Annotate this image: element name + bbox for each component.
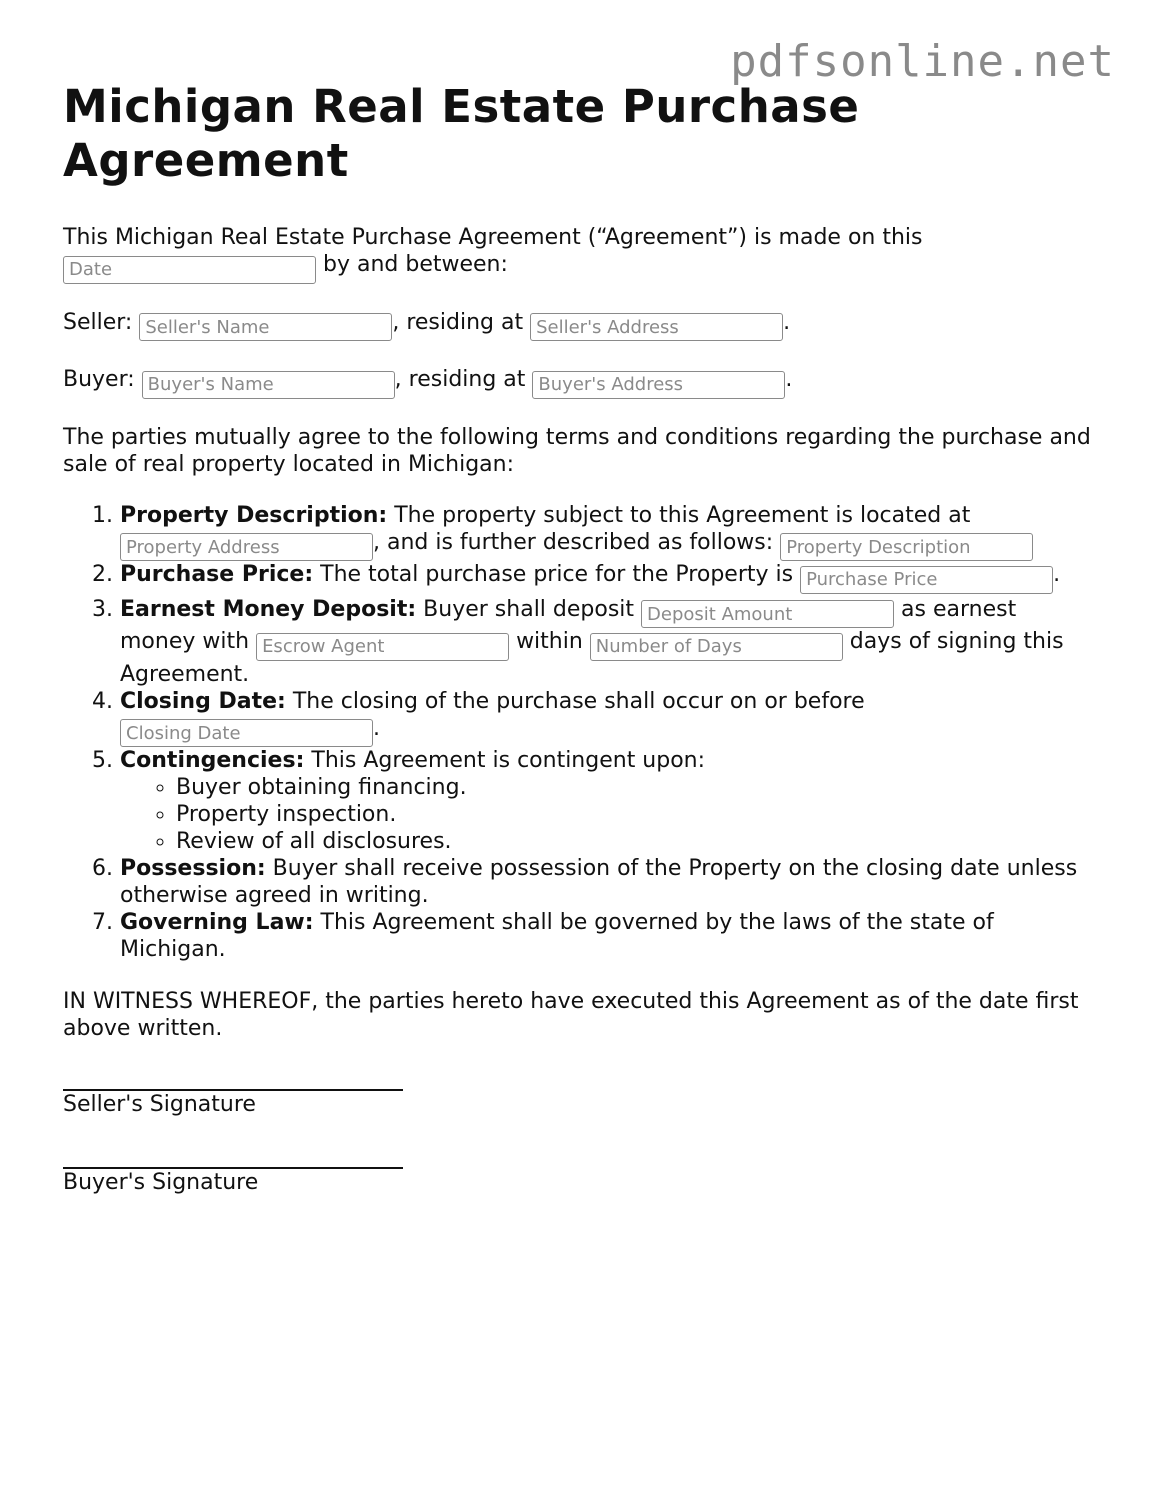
term-heading: Closing Date: xyxy=(120,688,286,714)
term-heading: Property Description: xyxy=(120,502,388,528)
property-description-input[interactable] xyxy=(780,533,1033,561)
term-purchase-price xyxy=(120,561,1093,594)
seller-signature-block xyxy=(63,1079,1093,1119)
closing-date-input[interactable] xyxy=(120,719,373,747)
witness-paragraph: IN WITNESS WHEREOF, the parties hereto have executed this Agreement as of the date first above written. xyxy=(63,989,1079,1041)
agreement-date-input[interactable] xyxy=(63,256,316,284)
term-text: This Agreement is contingent upon: xyxy=(311,748,706,773)
term-text: The closing of the purchase shall occur on or before xyxy=(292,688,865,714)
seller-residing-text: , residing at xyxy=(392,309,524,335)
seller-name-input[interactable] xyxy=(139,313,392,341)
term-possession xyxy=(120,855,1093,909)
escrow-agent-input[interactable] xyxy=(256,633,509,661)
agreement-document xyxy=(63,80,1093,1197)
term-heading: Possession: xyxy=(120,856,266,881)
term-heading: Earnest Money Deposit: xyxy=(120,596,417,622)
mutual-agreement-text: The parties mutually agree to the following terms and conditions regarding the purchase and sale of real property located in Michigan: xyxy=(63,424,1091,477)
buyer-signature-line[interactable] xyxy=(63,1157,403,1169)
contingencies-list xyxy=(120,774,1093,855)
seller-address-input[interactable] xyxy=(530,313,783,341)
term-property-description xyxy=(120,502,1093,562)
list-item: ◦ Review of all disclosures. xyxy=(176,828,1093,855)
term-text: Buyer shall deposit xyxy=(423,596,635,622)
buyer-signature-label: Buyer's Signature xyxy=(63,1170,259,1195)
term-heading: Governing Law: xyxy=(120,910,314,935)
term-contingencies xyxy=(120,747,1093,855)
seller-line-end: . xyxy=(783,309,791,335)
intro-text: This Michigan Real Estate Purchase Agreement (“Agreement”) is made on this xyxy=(63,225,923,250)
seller-label: Seller: xyxy=(63,309,133,335)
buyer-line-end: . xyxy=(785,367,793,392)
buyer-line xyxy=(63,366,1093,399)
term-heading: Contingencies: xyxy=(120,748,305,773)
term-governing-law xyxy=(120,909,1093,963)
term-text: , and is further described as follows: xyxy=(373,529,774,555)
list-item: ◦ Buyer obtaining financing. xyxy=(176,774,1093,801)
term-end: . xyxy=(373,715,380,741)
term-text: within xyxy=(516,629,583,654)
seller-line xyxy=(63,309,1093,342)
term-earnest-money-deposit xyxy=(120,596,1093,688)
seller-signature-label: Seller's Signature xyxy=(63,1092,256,1117)
buyer-address-input[interactable] xyxy=(532,371,785,399)
page-title: Michigan Real Estate Purchase Agreement xyxy=(63,80,860,187)
buyer-signature-block xyxy=(63,1157,1093,1197)
seller-signature-line[interactable] xyxy=(63,1079,403,1091)
term-heading: Purchase Price: xyxy=(120,562,314,587)
term-text: The total purchase price for the Property is xyxy=(320,562,794,587)
term-text: The property subject to this Agreement is located at xyxy=(394,502,971,528)
list-item: ◦ Property inspection. xyxy=(176,801,1093,828)
intro-suffix: by and between: xyxy=(323,252,508,277)
term-closing-date xyxy=(120,688,1093,748)
purchase-price-input[interactable] xyxy=(800,566,1053,594)
property-address-input[interactable] xyxy=(120,533,373,561)
buyer-residing-text: , residing at xyxy=(394,367,526,392)
number-of-days-input[interactable] xyxy=(590,633,843,661)
buyer-label: Buyer: xyxy=(63,367,135,392)
term-text: days of signing this Agreement. xyxy=(120,629,1064,687)
buyer-name-input[interactable] xyxy=(142,371,395,399)
intro-paragraph xyxy=(63,224,1093,284)
terms-list xyxy=(63,502,1093,964)
term-text: This Agreement shall be governed by the laws of the state of Michigan. xyxy=(120,910,994,962)
term-text: as earnest money with xyxy=(120,596,1017,654)
watermark: pdfsonline.net xyxy=(730,36,1115,87)
deposit-amount-input[interactable] xyxy=(641,600,894,628)
term-end: . xyxy=(1053,562,1061,587)
term-text: Buyer shall receive possession of the Property on the closing date unless otherwise agreed in writing. xyxy=(120,856,1078,908)
